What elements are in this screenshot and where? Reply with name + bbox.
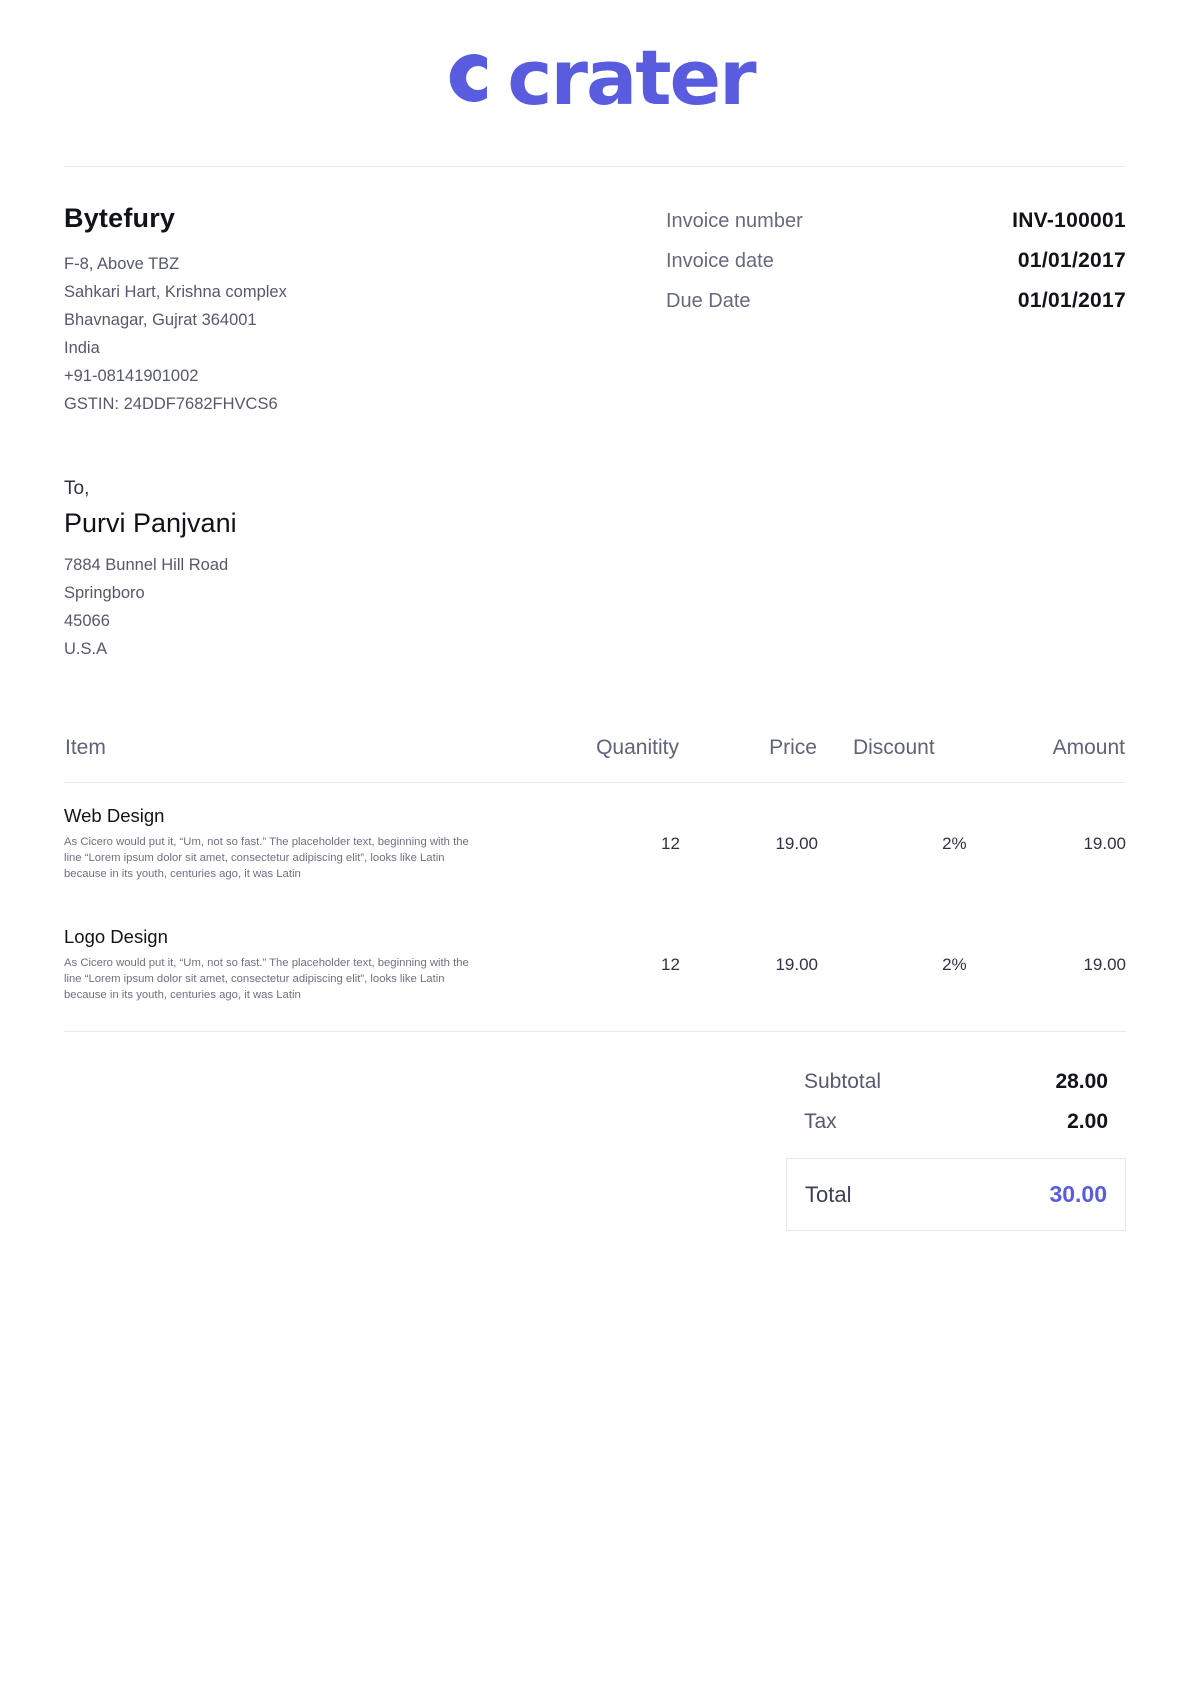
company-address (64, 250, 287, 418)
bill-to-address-line: 7884 Bunnel Hill Road (64, 556, 229, 574)
invoice-header (0, 167, 1190, 418)
header-price: Price (680, 735, 818, 783)
item-price: 19.00 (775, 954, 818, 974)
due-date-value: 01/01/2017 (1017, 289, 1126, 312)
subtotal-value: 28.00 (1055, 1070, 1108, 1093)
tax-row (786, 1102, 1126, 1142)
total-label: Total (805, 1182, 852, 1207)
company-address-line: Bhavnagar, Gujrat 364001 (64, 311, 257, 329)
items-table-divider (64, 1031, 1126, 1032)
table-row (64, 783, 1126, 905)
total-row (786, 1158, 1126, 1231)
item-amount: 19.00 (1083, 833, 1126, 853)
company-name: Bytefury (64, 203, 176, 233)
invoice-date-value: 01/01/2017 (1017, 249, 1126, 272)
item-price: 19.00 (775, 833, 818, 853)
item-name: Web Design (64, 805, 165, 826)
company-address-line: F-8, Above TBZ (64, 255, 180, 273)
item-description: As Cicero would put it, “Um, not so fast.” The placeholder text, beginning with the line “Lorem ipsum dolor sit amet, consectetur adipiscing elit”, looks like Latin because in its youth, centuries ago, it was Latin (64, 836, 469, 880)
header-discount: Discount (818, 735, 967, 783)
company-gstin: GSTIN: 24DDF7682FHVCS6 (64, 395, 278, 413)
due-date-label: Due Date (666, 290, 751, 312)
bill-to-address (64, 551, 1126, 663)
table-row (64, 904, 1126, 1025)
subtotal-label: Subtotal (804, 1070, 882, 1093)
total-value: 30.00 (1049, 1181, 1107, 1207)
header-amount: Amount (967, 735, 1126, 783)
company-address-line: India (64, 339, 100, 357)
item-discount: 2% (942, 833, 967, 853)
bill-to-address-line: 45066 (64, 612, 110, 630)
item-description: As Cicero would put it, “Um, not so fast.” The placeholder text, beginning with the line “Lorem ipsum dolor sit amet, consectetur adipiscing elit”, looks like Latin because in its youth, centuries ago, it was Latin (64, 957, 469, 1001)
items-table-header-row (64, 735, 1126, 783)
tax-label: Tax (804, 1110, 837, 1133)
item-quantity: 12 (661, 833, 680, 853)
bill-to-address-line: Springboro (64, 584, 145, 602)
invoice-number-value: INV-100001 (1012, 209, 1126, 232)
invoice-number-row (666, 209, 1126, 233)
item-amount: 19.00 (1083, 954, 1126, 974)
items-table (64, 735, 1126, 1025)
company-phone: +91-08141901002 (64, 367, 199, 385)
items-section (64, 735, 1126, 1032)
company-address-line: Sahkari Hart, Krishna complex (64, 283, 287, 301)
invoice-number-label: Invoice number (666, 210, 803, 232)
logo-wrap (435, 33, 755, 122)
invoice-meta (666, 203, 1126, 418)
header-quantity: Quanitity (563, 735, 680, 783)
bill-to-address-line: U.S.A (64, 640, 108, 658)
invoice-date-row (666, 249, 1126, 273)
items-table-body (64, 783, 1126, 1026)
totals-inner (786, 1062, 1126, 1231)
tax-value: 2.00 (1067, 1110, 1108, 1133)
header-item: Item (64, 735, 563, 783)
items-table-head (64, 735, 1126, 783)
item-cell (64, 904, 563, 1025)
due-date-row (666, 289, 1126, 313)
crater-mark-icon (435, 42, 505, 114)
bill-to-name: Purvi Panjvani (64, 508, 237, 538)
brand-logo (0, 0, 1190, 122)
bill-to-block (0, 418, 1190, 663)
subtotal-row (786, 1062, 1126, 1102)
item-cell (64, 783, 563, 905)
company-block (64, 203, 287, 418)
item-quantity: 12 (661, 954, 680, 974)
bill-to-label: To, (64, 478, 90, 499)
totals-section (64, 1062, 1126, 1231)
item-name: Logo Design (64, 926, 168, 947)
item-discount: 2% (942, 954, 967, 974)
logo-text: crater (507, 33, 755, 122)
invoice-date-label: Invoice date (666, 250, 774, 272)
